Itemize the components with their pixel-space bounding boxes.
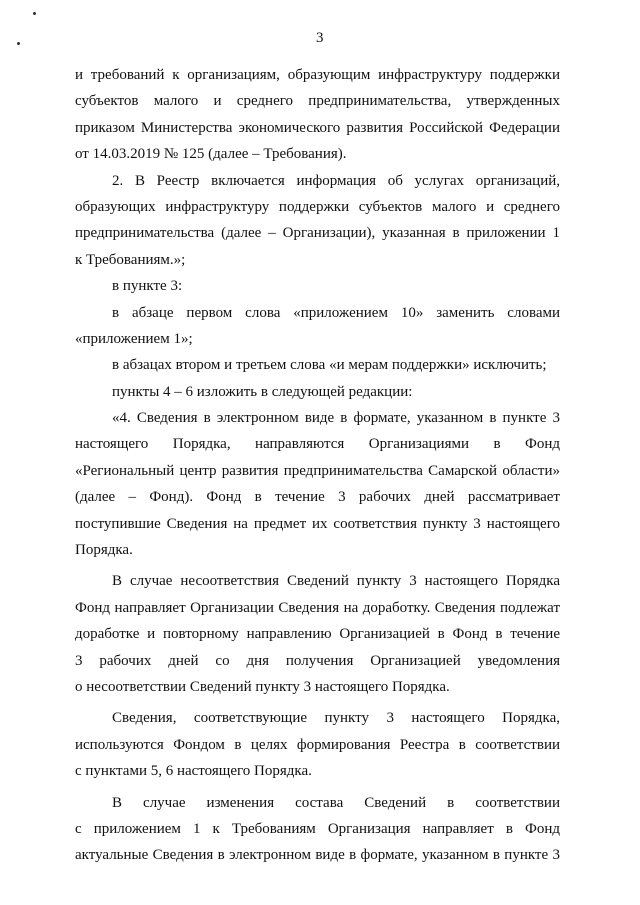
text-line: с пунктами 5, 6 настоящего Порядка.: [75, 763, 312, 780]
text-line: субъектов малого и среднего предпринимательства, утвержденных: [75, 93, 560, 110]
text-line: «приложением 1»;: [75, 330, 193, 347]
text-line: Сведения, соответствующие пункту 3 настоящего Порядка,: [112, 710, 560, 727]
text-line: доработке и повторному направлению Организацией в Фонд в течение: [75, 626, 560, 643]
text-line: и требований к организациям, образующим инфраструктуру поддержки: [75, 67, 560, 83]
text-line: актуальные Сведения в электронном виде в формате, указанном в пункте 3: [75, 847, 560, 864]
text-line: настоящего Порядка, направляются Организациями в Фонд: [75, 436, 560, 453]
text-line: В случае изменения состава Сведений в соответствии: [112, 794, 560, 811]
scan-speck: [33, 12, 36, 15]
text-line: «4. Сведения в электронном виде в формате, указанном в пункте 3: [112, 410, 560, 427]
text-line: предпринимательства (далее – Организации), указанная в приложении 1: [75, 225, 560, 242]
text-line: в абзаце первом слова «приложением 10» заменить словами: [112, 304, 560, 321]
text-line: 2. В Реестр включается информация об услугах организаций,: [112, 172, 560, 189]
text-line: к Требованиям.»;: [75, 251, 186, 268]
page-number: 3: [316, 30, 324, 46]
text-line: (далее – Фонд). Фонд в течение 3 рабочих дней рассматривает: [75, 489, 560, 506]
text-line: от 14.03.2019 № 125 (далее – Требования).: [75, 146, 347, 163]
text-line: «Региональный центр развития предпринимательства Самарской области»: [75, 462, 560, 479]
document-body: [75, 62, 560, 869]
text-line: Порядка.: [75, 542, 133, 559]
text-line: в абзацах втором и третьем слова «и мерам поддержки» исключить;: [112, 357, 547, 374]
text-line: Фонд направляет Организации Сведения на доработку. Сведения подлежат: [75, 599, 560, 616]
text-line: поступившие Сведения на предмет их соответствия пункту 3 настоящего: [75, 515, 560, 532]
text-line: В случае несоответствия Сведений пункту 3 настоящего Порядка: [112, 573, 560, 590]
text-line: с приложением 1 к Требованиям Организация направляет в Фонд: [75, 820, 560, 837]
text-line: используются Фондом в целях формирования Реестра в соответствии: [75, 736, 560, 753]
text-line: 3 рабочих дней со дня получения Организацией уведомления: [75, 652, 560, 669]
text-line: приказом Министерства экономического развития Российской Федерации: [75, 119, 560, 136]
text-line: образующих инфраструктуру поддержки субъектов малого и среднего: [75, 198, 560, 215]
text-line: в пункте 3:: [112, 278, 183, 295]
text-line: пункты 4 – 6 изложить в следующей редакции:: [112, 383, 413, 400]
text-line: о несоответствии Сведений пункту 3 настоящего Порядка.: [75, 678, 450, 695]
